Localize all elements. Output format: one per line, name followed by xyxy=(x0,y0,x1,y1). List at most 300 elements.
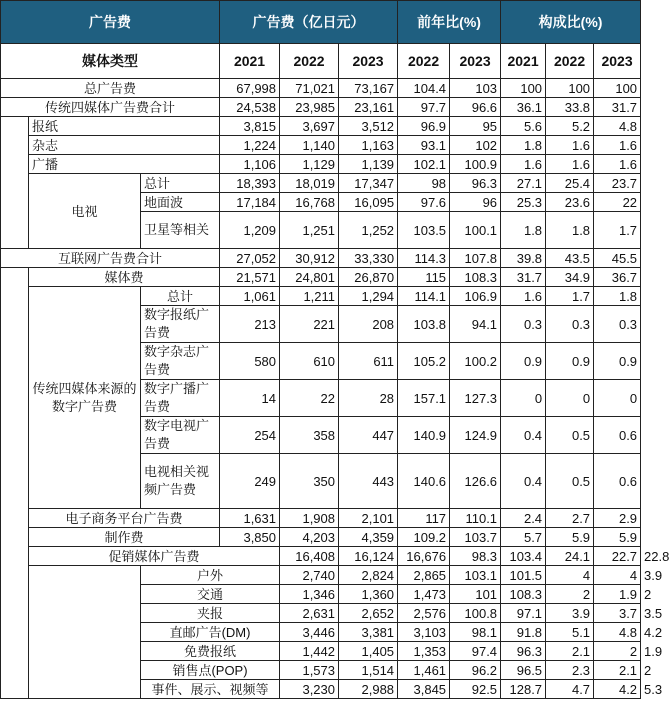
cell-value: 100.9 xyxy=(464,156,498,172)
cell-value: 67,998 xyxy=(236,80,277,96)
cell-value: 1,573 xyxy=(302,662,336,678)
cell-value: 43.5 xyxy=(564,250,591,266)
yoy-2022-cell xyxy=(398,212,450,249)
cell-value: 0.4 xyxy=(523,473,543,489)
spend-2022-cell xyxy=(280,79,339,98)
table-row xyxy=(1,155,641,174)
cell-value: 1,106 xyxy=(243,156,277,172)
cell-value: 23,161 xyxy=(354,99,395,115)
spend-2023-cell xyxy=(339,287,398,306)
cell-value: 98.1 xyxy=(471,624,498,640)
cell-value: 17,347 xyxy=(354,175,395,191)
spend-2021-cell xyxy=(280,604,339,623)
share-2022-cell xyxy=(546,98,594,117)
table-row xyxy=(1,528,641,547)
spend-2022-cell xyxy=(280,528,339,547)
share-2022-cell xyxy=(546,193,594,212)
cell-value: 24,801 xyxy=(295,269,336,285)
cell-value: 108.3 xyxy=(464,269,498,285)
cell-value: 96.6 xyxy=(471,99,498,115)
cell-value: 4.2 xyxy=(618,681,638,697)
cell-value: 100 xyxy=(520,80,543,96)
spend-2022-cell xyxy=(280,212,339,249)
cell-value: 0.3 xyxy=(571,316,591,332)
share-2021-cell xyxy=(546,623,594,642)
share-2021-cell xyxy=(546,661,594,680)
table-row xyxy=(1,566,641,585)
cell-value: 30,912 xyxy=(295,250,336,266)
table-row xyxy=(1,287,641,306)
cell-value: 0.5 xyxy=(571,427,591,443)
cell-value: 1.8 xyxy=(523,222,543,238)
spend-2021-cell xyxy=(280,623,339,642)
share-2022-cell xyxy=(546,380,594,417)
spend-2023-cell xyxy=(339,136,398,155)
cell-value: 102.1 xyxy=(413,156,447,172)
cell-value: 1,252 xyxy=(361,222,395,238)
share-2021-cell xyxy=(501,249,546,268)
share-2021-cell xyxy=(546,585,594,604)
cell-value: 2.1 xyxy=(618,662,638,678)
spend-2023-cell xyxy=(339,306,398,343)
cell-value: 0.3 xyxy=(523,316,543,332)
cell-value: 3.9 xyxy=(644,567,663,583)
share-2021-cell xyxy=(546,642,594,661)
cell-value: 5.9 xyxy=(571,529,591,545)
cell-value: 5.3 xyxy=(644,681,663,697)
cell-value: 1,473 xyxy=(413,586,447,602)
yoy-2023-cell xyxy=(450,79,501,98)
spend-2023-cell xyxy=(398,623,450,642)
yoy-2022-cell xyxy=(398,417,450,454)
cell-value: 114.1 xyxy=(414,288,447,304)
yoy-2022-cell xyxy=(450,547,501,566)
cell-value: 1,631 xyxy=(243,510,277,526)
cell-value: 36.7 xyxy=(611,269,638,285)
year-cell: 2022 xyxy=(546,44,594,79)
spend-2022-cell xyxy=(280,249,339,268)
spend-2023-cell xyxy=(398,547,450,566)
cell-value: 1,353 xyxy=(413,643,447,659)
cell-value: 1.6 xyxy=(523,288,543,304)
cell-value: 4.7 xyxy=(571,681,591,697)
cell-value: 1,163 xyxy=(361,137,395,153)
cell-value: 5.9 xyxy=(618,529,638,545)
yoy-2022-cell xyxy=(398,528,450,547)
share-2023-cell xyxy=(594,174,641,193)
cell-value: 2,101 xyxy=(361,510,395,526)
cell-value: 39.8 xyxy=(516,250,543,266)
cell-value: 17,184 xyxy=(236,194,277,210)
cell-value: 4 xyxy=(629,567,638,583)
yoy-2023-cell xyxy=(501,642,546,661)
cell-value: 1,140 xyxy=(302,137,336,153)
cell-value: 0.6 xyxy=(618,473,638,489)
share-2021-cell xyxy=(546,547,594,566)
row-label: 户外 xyxy=(141,566,280,585)
share-2022-cell xyxy=(546,343,594,380)
cell-value: 114.3 xyxy=(414,250,447,266)
share-2022-cell xyxy=(546,155,594,174)
row-label: 卫星等相关 xyxy=(141,212,220,249)
spend-2021-cell xyxy=(280,661,339,680)
spend-2022-cell xyxy=(280,417,339,454)
share-2023-cell xyxy=(594,193,641,212)
cell-value: 1,061 xyxy=(243,288,277,304)
cell-value: 3.9 xyxy=(571,605,591,621)
yoy-2023-cell xyxy=(450,174,501,193)
cell-value: 96.5 xyxy=(516,662,543,678)
cell-value: 1,139 xyxy=(361,156,395,172)
cell-value: 140.6 xyxy=(413,473,447,489)
share-2022-cell xyxy=(546,212,594,249)
cell-value: 126.6 xyxy=(464,473,498,489)
cell-value: 97.7 xyxy=(420,99,447,115)
cell-value: 1,211 xyxy=(303,288,336,304)
cell-value: 3,815 xyxy=(243,118,277,134)
share-2021-cell xyxy=(501,136,546,155)
cell-value: 96 xyxy=(482,194,498,210)
spend-2021-cell xyxy=(220,306,280,343)
cell-value: 1,294 xyxy=(361,288,395,304)
cell-value: 103.8 xyxy=(413,316,447,332)
row-label: 总计 xyxy=(141,174,220,193)
cell-value: 3,697 xyxy=(302,118,336,134)
yoy-2023-cell xyxy=(450,212,501,249)
spend-2022-cell xyxy=(280,193,339,212)
cell-value: 115 xyxy=(425,269,447,285)
spend-2022-cell xyxy=(280,268,339,287)
row-label: 传统四媒体广告费合计 xyxy=(1,98,220,117)
share-2022-cell xyxy=(594,623,641,642)
share-2021-cell xyxy=(546,566,594,585)
cell-value: 117 xyxy=(425,510,447,526)
spend-2021-cell xyxy=(220,287,280,306)
cell-value: 109.2 xyxy=(413,529,447,545)
cell-value: 2.9 xyxy=(618,510,638,526)
cell-value: 3,512 xyxy=(361,118,395,134)
year-cell: 2022 xyxy=(398,44,450,79)
table-row xyxy=(1,136,641,155)
share-2023-cell xyxy=(594,117,641,136)
spend-2021-cell xyxy=(220,268,280,287)
cell-value: 2,631 xyxy=(302,605,336,621)
cell-value: 22 xyxy=(320,390,336,406)
share-2021-cell xyxy=(501,193,546,212)
share-2023-cell xyxy=(594,136,641,155)
spend-2021-cell xyxy=(220,454,280,509)
cell-value: 443 xyxy=(372,473,395,489)
spend-2021-cell xyxy=(220,136,280,155)
row-label: 夹报 xyxy=(141,604,280,623)
cell-value: 28 xyxy=(379,390,395,406)
share-2023-cell xyxy=(594,343,641,380)
share-2022-cell xyxy=(594,661,641,680)
cell-value: 4 xyxy=(582,567,591,583)
cell-value: 1.6 xyxy=(571,137,591,153)
cell-value: 31.7 xyxy=(516,269,543,285)
row-label: 促销媒体广告费 xyxy=(29,547,280,566)
row-label: 事件、展示、视频等 xyxy=(141,680,280,699)
cell-value: 2 xyxy=(629,643,638,659)
share-2023-cell xyxy=(594,287,641,306)
table-row xyxy=(1,509,641,528)
cell-value: 140.9 xyxy=(413,427,447,443)
row-label: 数字报纸广告费 xyxy=(141,306,220,343)
spend-2023-cell xyxy=(339,117,398,136)
spend-2022-cell xyxy=(280,306,339,343)
cell-value: 91.8 xyxy=(516,624,543,640)
cell-value: 16,095 xyxy=(354,194,395,210)
share-2022-cell xyxy=(546,249,594,268)
cell-value: 1.7 xyxy=(618,222,638,238)
cell-value: 157.1 xyxy=(413,390,447,406)
cell-value: 3,103 xyxy=(413,624,447,640)
spend-2021-cell xyxy=(220,380,280,417)
spend-2022-cell xyxy=(280,117,339,136)
table-row xyxy=(1,79,641,98)
spend-2022-cell xyxy=(280,174,339,193)
cell-value: 98.3 xyxy=(471,548,498,564)
yoy-2022-cell xyxy=(398,306,450,343)
spend-2021-cell xyxy=(280,585,339,604)
spend-2022-cell xyxy=(280,454,339,509)
cell-value: 108.3 xyxy=(509,586,543,602)
spend-2022-cell xyxy=(280,136,339,155)
share-2023-cell xyxy=(594,528,641,547)
cell-value: 1,346 xyxy=(302,586,336,602)
cell-value: 105.2 xyxy=(413,353,447,369)
cell-value: 27.1 xyxy=(516,175,543,191)
spend-2021-cell xyxy=(220,174,280,193)
cell-value: 0 xyxy=(582,390,591,406)
spend-2023-cell xyxy=(339,268,398,287)
table-row xyxy=(1,174,641,193)
cell-value: 2,824 xyxy=(361,567,395,583)
cell-value: 16,124 xyxy=(354,548,395,564)
share-2021-cell xyxy=(501,509,546,528)
row-label: 广播 xyxy=(29,155,220,174)
yoy-2023-cell xyxy=(450,343,501,380)
table-row xyxy=(1,249,641,268)
spend-2022-cell xyxy=(339,642,398,661)
cell-value: 3,446 xyxy=(302,624,336,640)
cell-value: 96.9 xyxy=(420,118,447,134)
year-cell: 2023 xyxy=(594,44,641,79)
cell-value: 33,330 xyxy=(354,250,395,266)
spend-2021-cell xyxy=(280,642,339,661)
cell-value: 2,988 xyxy=(361,681,395,697)
share-2021-cell xyxy=(501,174,546,193)
yoy-2023-cell xyxy=(501,585,546,604)
tv-group-label: 电视 xyxy=(29,174,141,249)
yoy-2023-cell xyxy=(501,547,546,566)
spend-2021-cell xyxy=(220,117,280,136)
cell-value: 249 xyxy=(254,473,277,489)
cell-value: 1,251 xyxy=(302,222,336,238)
share-2022-cell xyxy=(546,417,594,454)
spend-2023-cell xyxy=(398,642,450,661)
cell-value: 1.9 xyxy=(644,643,663,659)
row-label: 杂志 xyxy=(29,136,220,155)
share-2023-cell xyxy=(594,155,641,174)
cell-value: 16,768 xyxy=(295,194,336,210)
spend-2021-cell xyxy=(280,547,339,566)
share-2023-cell xyxy=(594,509,641,528)
spend-2023-cell xyxy=(339,509,398,528)
cell-value: 1,461 xyxy=(413,662,447,678)
spend-2023-cell xyxy=(398,661,450,680)
cell-value: 96.3 xyxy=(471,175,498,191)
cell-value: 103.5 xyxy=(413,222,447,238)
share-2022-cell xyxy=(546,136,594,155)
header-row xyxy=(1,1,641,44)
yoy-2022-cell xyxy=(398,155,450,174)
cell-value: 45.5 xyxy=(611,250,638,266)
spend-2022-cell xyxy=(339,680,398,699)
table-row xyxy=(1,117,641,136)
spend-2021-cell xyxy=(220,98,280,117)
cell-value: 2.1 xyxy=(571,643,591,659)
cell-value: 4.8 xyxy=(618,624,638,640)
yoy-2023-cell xyxy=(501,604,546,623)
share-2021-cell xyxy=(501,454,546,509)
share-2021-cell xyxy=(501,343,546,380)
cell-value: 100.2 xyxy=(464,353,498,369)
cell-value: 73,167 xyxy=(354,80,395,96)
table-row xyxy=(1,547,641,566)
yoy-2023-cell xyxy=(450,249,501,268)
yoy-2023-cell xyxy=(501,661,546,680)
yoy-2023-cell xyxy=(450,417,501,454)
share-2023-cell xyxy=(594,417,641,454)
share-2023-cell xyxy=(594,212,641,249)
row-label: 数字电视广告费 xyxy=(141,417,220,454)
cell-value: 1.8 xyxy=(571,222,591,238)
spend-2021-cell xyxy=(280,566,339,585)
year-cell: 2021 xyxy=(220,44,280,79)
share-2021-cell xyxy=(501,268,546,287)
cell-value: 22.7 xyxy=(611,548,638,564)
yoy-2023-cell xyxy=(450,380,501,417)
spend-2023-cell xyxy=(339,343,398,380)
cell-value: 21,571 xyxy=(236,269,277,285)
spend-2022-cell xyxy=(339,566,398,585)
row-label: 总广告费 xyxy=(1,79,220,98)
yoy-2023-cell xyxy=(450,528,501,547)
cell-value: 36.1 xyxy=(516,99,543,115)
media-type-label: 媒体类型 xyxy=(1,44,220,79)
cell-value: 22.8 xyxy=(644,548,669,564)
cell-value: 0.4 xyxy=(523,427,543,443)
row-label: 总计 xyxy=(141,287,220,306)
cell-value: 100.1 xyxy=(464,222,498,238)
spend-2021-cell xyxy=(220,509,280,528)
yoy-2023-cell xyxy=(450,509,501,528)
cell-value: 0.9 xyxy=(523,353,543,369)
cell-value: 1.9 xyxy=(618,586,638,602)
share-2023-cell xyxy=(594,380,641,417)
cell-value: 16,676 xyxy=(406,548,447,564)
spend-2023-cell xyxy=(339,193,398,212)
cell-value: 18,393 xyxy=(236,175,277,191)
yoy-2023-cell xyxy=(501,680,546,699)
cell-value: 4.2 xyxy=(644,624,663,640)
share-2022-cell xyxy=(594,547,641,566)
cell-value: 3,850 xyxy=(243,529,277,545)
yoy-2022-cell xyxy=(398,249,450,268)
cell-value: 106.9 xyxy=(464,288,498,304)
col-title: 广告费 xyxy=(1,1,220,44)
cell-value: 358 xyxy=(313,427,336,443)
cell-value: 2,652 xyxy=(361,605,395,621)
spend-2023-cell xyxy=(339,528,398,547)
share-2022-cell xyxy=(546,509,594,528)
cell-value: 1,209 xyxy=(243,222,277,238)
cell-value: 92.5 xyxy=(471,681,498,697)
row-label: 直邮广告(DM) xyxy=(141,623,280,642)
cell-value: 2,865 xyxy=(413,567,447,583)
cell-value: 3.5 xyxy=(644,605,663,621)
year-cell: 2023 xyxy=(450,44,501,79)
cell-value: 4.8 xyxy=(618,118,638,134)
yoy-2022-cell xyxy=(398,343,450,380)
cell-value: 24,538 xyxy=(236,99,277,115)
yoy-2023-cell xyxy=(450,136,501,155)
cell-value: 0.5 xyxy=(571,473,591,489)
cell-value: 27,052 xyxy=(236,250,277,266)
yoy-2022-cell xyxy=(450,604,501,623)
spend-2021-cell xyxy=(220,343,280,380)
table-row xyxy=(1,98,641,117)
cell-value: 5.2 xyxy=(571,118,591,134)
yoy-2022-cell xyxy=(398,268,450,287)
year-row xyxy=(1,44,641,79)
share-2021-cell xyxy=(501,98,546,117)
cell-value: 0.9 xyxy=(618,353,638,369)
yoy-2022-cell xyxy=(398,454,450,509)
cell-value: 71,021 xyxy=(295,80,336,96)
cell-value: 18,019 xyxy=(295,175,336,191)
cell-value: 2 xyxy=(644,586,652,602)
cell-value: 23.7 xyxy=(611,175,638,191)
yoy-2023-cell xyxy=(450,306,501,343)
spend-2021-cell xyxy=(220,249,280,268)
row-label: 制作费 xyxy=(29,528,220,547)
cell-value: 208 xyxy=(372,316,395,332)
share-2023-cell xyxy=(594,249,641,268)
cell-value: 96.2 xyxy=(471,662,498,678)
share-2023-cell xyxy=(594,98,641,117)
cell-value: 100.8 xyxy=(464,605,498,621)
cell-value: 96.3 xyxy=(516,643,543,659)
spend-2023-cell xyxy=(398,566,450,585)
row-label: 报纸 xyxy=(29,117,220,136)
cell-value: 103.1 xyxy=(464,567,498,583)
spend-2023-cell xyxy=(339,79,398,98)
spend-2023-cell xyxy=(339,417,398,454)
cell-value: 24.1 xyxy=(564,548,591,564)
yoy-2022-cell xyxy=(450,661,501,680)
cell-value: 22 xyxy=(622,194,638,210)
spend-2023-cell xyxy=(339,98,398,117)
share-title: 构成比(%) xyxy=(501,1,641,44)
cell-value: 0 xyxy=(534,390,543,406)
yoy-2023-cell xyxy=(450,287,501,306)
spend-2022-cell xyxy=(280,287,339,306)
cell-value: 254 xyxy=(254,427,277,443)
cell-value: 124.9 xyxy=(464,427,498,443)
